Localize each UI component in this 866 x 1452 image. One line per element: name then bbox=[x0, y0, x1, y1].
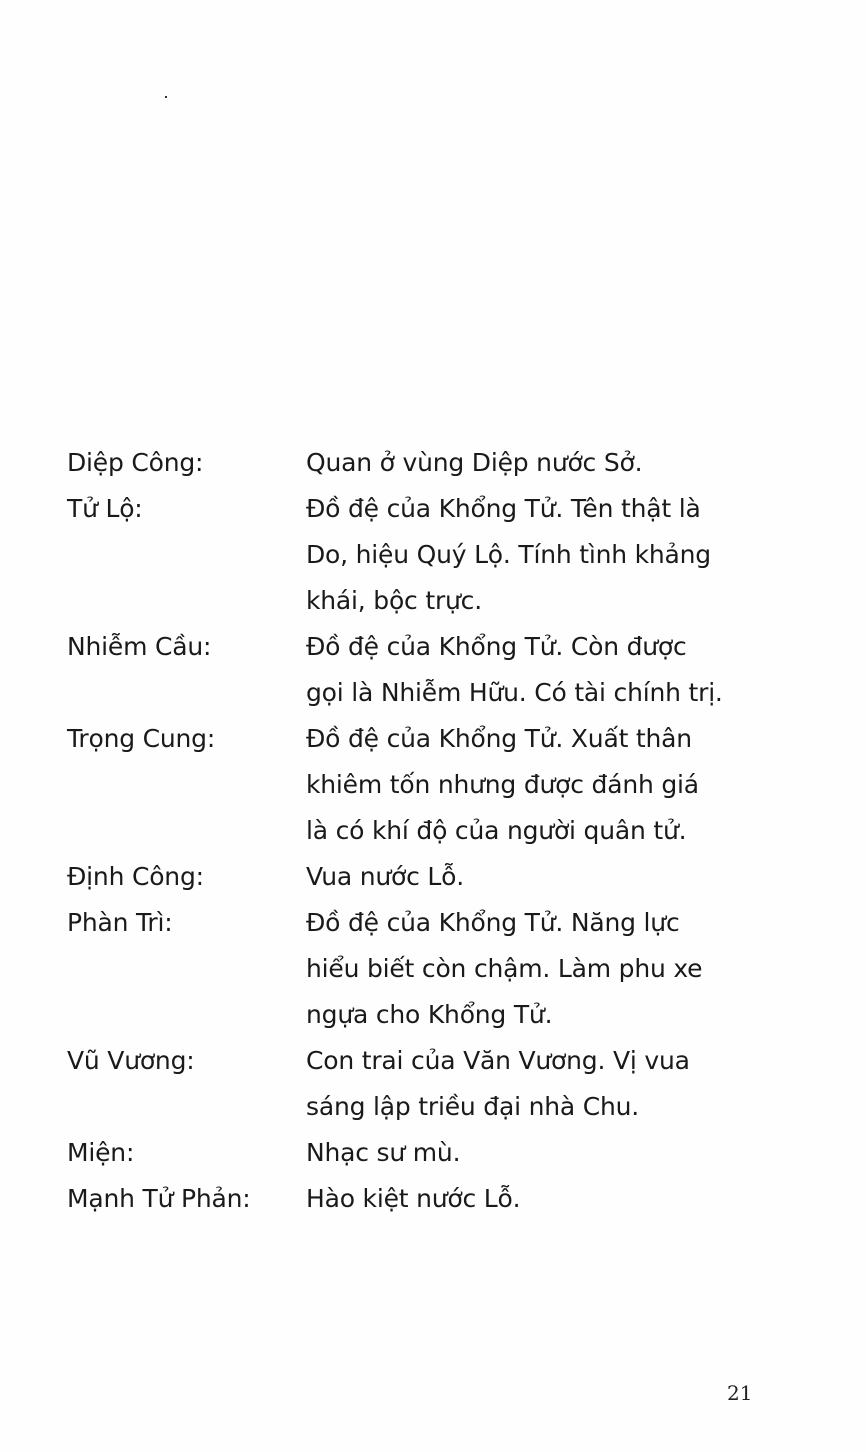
definition-line: Quan ở vùng Diệp nước Sở. bbox=[306, 448, 643, 477]
definition-line: gọi là Nhiễm Hữu. Có tài chính trị. bbox=[306, 678, 723, 707]
glossary-definition bbox=[306, 716, 756, 854]
glossary-definition bbox=[306, 1130, 756, 1176]
glossary-definition bbox=[306, 624, 756, 716]
glossary-entry bbox=[0, 854, 866, 900]
glossary-term: Miện: bbox=[67, 1138, 135, 1167]
definition-line: Vua nước Lỗ. bbox=[306, 862, 464, 891]
definition-line: Hào kiệt nước Lỗ. bbox=[306, 1184, 521, 1213]
glossary-term: Vũ Vương: bbox=[67, 1046, 195, 1075]
glossary-list bbox=[0, 440, 866, 1222]
definition-line: Đồ đệ của Khổng Tử. Còn được bbox=[306, 632, 687, 661]
glossary-term: Trọng Cung: bbox=[67, 724, 216, 753]
definition-line: Đồ đệ của Khổng Tử. Xuất thân bbox=[306, 724, 692, 753]
glossary-entry bbox=[0, 1038, 866, 1130]
definition-line: Nhạc sư mù. bbox=[306, 1138, 461, 1167]
definition-line: sáng lập triều đại nhà Chu. bbox=[306, 1092, 640, 1121]
glossary-entry bbox=[0, 486, 866, 624]
glossary-definition bbox=[306, 440, 756, 486]
glossary-term: Nhiễm Cầu: bbox=[67, 632, 212, 661]
glossary-term: Mạnh Tử Phản: bbox=[67, 1184, 251, 1213]
glossary-term: Định Công: bbox=[67, 862, 204, 891]
definition-line: Con trai của Văn Vương. Vị vua bbox=[306, 1046, 690, 1075]
glossary-entry bbox=[0, 900, 866, 1038]
glossary-definition bbox=[306, 854, 756, 900]
glossary-term: Tử Lộ: bbox=[67, 494, 143, 523]
glossary-entry bbox=[0, 440, 866, 486]
glossary-entry bbox=[0, 624, 866, 716]
definition-line: Do, hiệu Quý Lộ. Tính tình khảng bbox=[306, 540, 711, 569]
glossary-entry bbox=[0, 716, 866, 854]
definition-line: khái, bộc trực. bbox=[306, 586, 482, 615]
definition-line: Đồ đệ của Khổng Tử. Tên thật là bbox=[306, 494, 701, 523]
definition-line: là có khí độ của người quân tử. bbox=[306, 816, 687, 845]
definition-line: hiểu biết còn chậm. Làm phu xe bbox=[306, 954, 703, 983]
print-speck bbox=[165, 96, 167, 98]
glossary-definition bbox=[306, 1176, 756, 1222]
glossary-term: Phàn Trì: bbox=[67, 908, 173, 937]
definition-line: Đồ đệ của Khổng Tử. Năng lực bbox=[306, 908, 680, 937]
definition-line: ngựa cho Khổng Tử. bbox=[306, 1000, 553, 1029]
glossary-entry bbox=[0, 1176, 866, 1222]
definition-line: khiêm tốn nhưng được đánh giá bbox=[306, 770, 699, 799]
glossary-entry bbox=[0, 1130, 866, 1176]
glossary-definition bbox=[306, 486, 756, 624]
glossary-term: Diệp Công: bbox=[67, 448, 204, 477]
page-number: 21 bbox=[727, 1381, 753, 1405]
glossary-definition bbox=[306, 1038, 756, 1130]
glossary-definition bbox=[306, 900, 756, 1038]
